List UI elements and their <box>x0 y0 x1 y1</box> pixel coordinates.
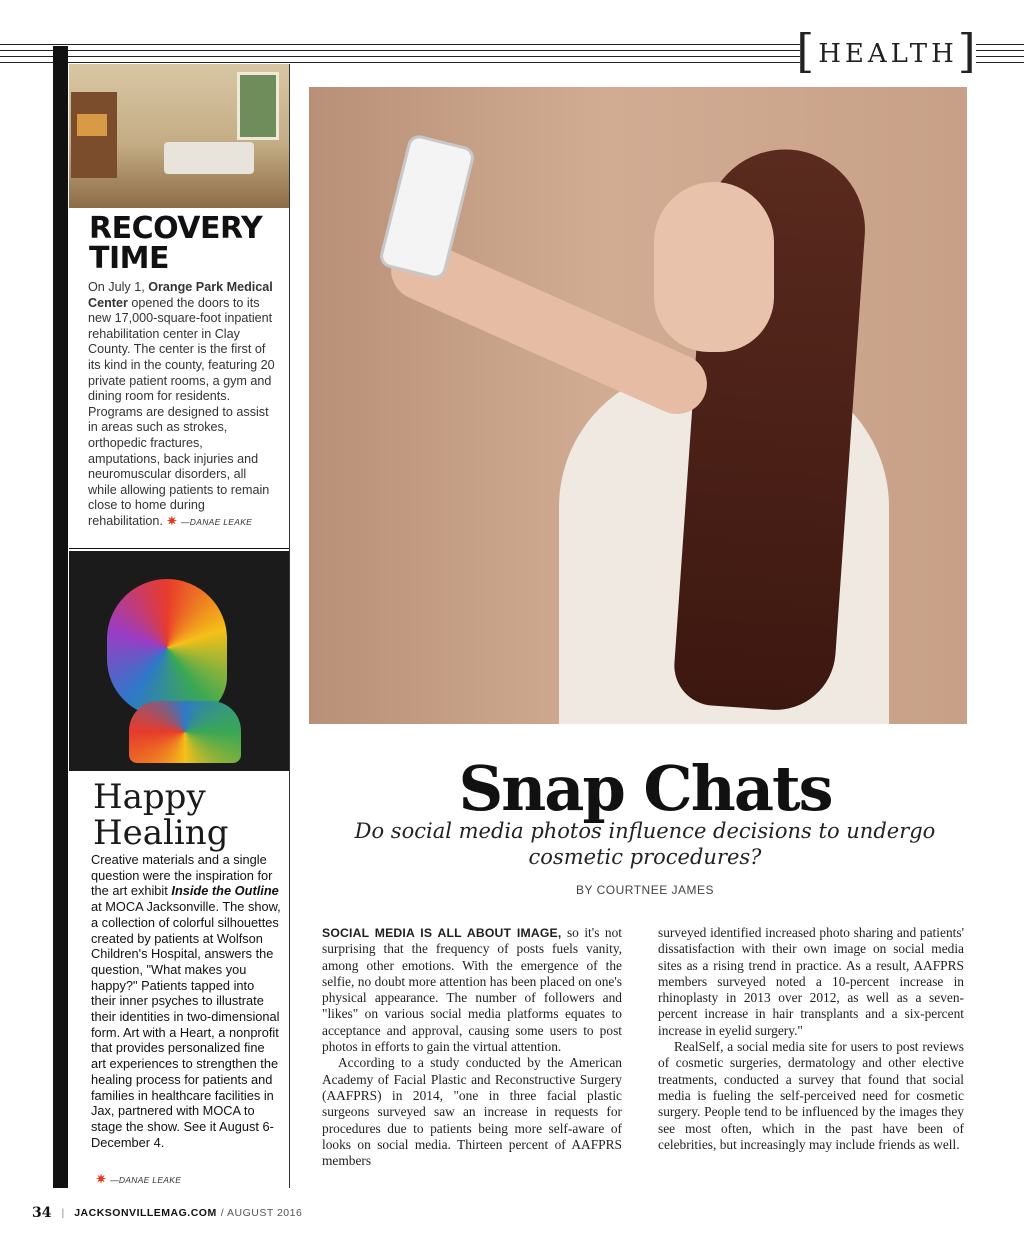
recovery-title: RECOVERY TIME <box>89 211 263 276</box>
recovery-body <box>88 280 278 531</box>
happy-credit-line <box>92 1170 181 1188</box>
happy-intro: Creative materials and a single question were the inspiration for the art exhibit <box>91 852 273 899</box>
art-head <box>107 579 227 717</box>
bracket-left: [ <box>796 24 819 78</box>
recovery-org: Orange Park Medical Center <box>88 280 273 310</box>
star-icon: ✷ <box>96 1172 107 1186</box>
article-column-1 <box>322 925 622 1169</box>
footer-date: / AUGUST 2016 <box>220 1207 303 1219</box>
article-deck: Do social media photos influence decisions to undergo cosmetic procedures? <box>354 819 936 869</box>
photo-window <box>237 72 279 140</box>
happy-text: at MOCA Jacksonville. The show, a collection of colorful silhouettes created by patients at Wolfson Children's Hospital, answers the question, "What makes you happy?" Patients tapped into their inner psyches to illustrate their identities in two-dimensional form. Art with a Heart, a nonprofit that provides personalized fine art experiences to strengthen the healing process for patients and families in healthcare facilities in Jax, partnered with MOCA to stage the show. See it August 6-December 4. <box>91 899 281 1150</box>
exhibit-name: Inside the Outline <box>171 883 279 899</box>
art-shoulders <box>129 701 241 763</box>
page-footer <box>32 1205 302 1221</box>
happy-title <box>93 779 283 851</box>
photo-screen <box>77 114 107 136</box>
article-byline: BY COURTNEE JAMES <box>575 883 715 897</box>
paragraph-4: RealSelf, a social media site for users to post reviews of cosmetic surgeries, dermatology and other elective treatments, conducted a survey that found that social media is fueling the self-perceived need for cosmetic surgery. People tend to be influenced by the images they see most often, which in the past have been of celebrities, but increasingly may include friends as well. <box>658 1039 964 1152</box>
lead-in: SOCIAL MEDIA IS ALL ABOUT IMAGE, <box>322 926 562 940</box>
sidebar-separator <box>69 548 289 549</box>
happy-title-line2: Healing <box>93 813 229 853</box>
photo-bed <box>164 142 254 174</box>
rehab-room-photo <box>69 64 289 208</box>
recovery-text: opened the doors to its new 17,000-square-foot inpatient rehabilitation center in Clay County. The center is the first of its kind in the county, featuring 20 private patient rooms, a gym and dining room for residents. Programs are designed to assist in areas such as strokes, orthopedic fractures, amputations, back injuries and neuromuscular disorders, all while allowing patients to remain close to home during rehabilitation. <box>88 295 275 528</box>
paragraph <box>322 925 622 1055</box>
happy-title-line1: Happy <box>93 777 206 817</box>
recovery-credit: —DANAE LEAKE <box>180 516 253 527</box>
page-number: 34 <box>32 1205 52 1221</box>
sidebar-black-bar <box>53 46 68 1188</box>
section-label: HEALTH <box>818 39 958 69</box>
paragraph-2: According to a study conducted by the American Academy of Facial Plastic and Reconstructive Surgery (AAFPRS) in 2014, "one in three facial plastic surgeons surveyed saw an increase in requests for procedures due to patients being more self-aware of looks on social media. Thirteen percent of AAFPRS members <box>322 1055 622 1169</box>
article-headline: Snap Chats <box>458 752 832 825</box>
happy-credit: —DANAE LEAKE <box>110 1175 182 1185</box>
selfie-hero-photo <box>309 87 967 724</box>
happy-body <box>91 852 281 1150</box>
footer-site: JACKSONVILLEMAG.COM <box>74 1207 217 1219</box>
recovery-intro: On July 1, <box>88 280 145 294</box>
article-column-2 <box>658 925 964 1153</box>
paragraph-1-text: so it's not surprising that the frequency of posts fuels vanity, among other emotions. With the emergence of the selfie, no doubt more attention has been placed on one's physical appearance. The number of followers and "likes" on various social media platforms equates to acceptance and approval, causing some users to post photos in efforts to gain the virtual attention. <box>322 925 622 1055</box>
footer-divider: | <box>61 1207 65 1219</box>
bracket-right: ] <box>957 24 980 78</box>
star-icon: ✷ <box>166 513 177 528</box>
section-tag <box>796 24 980 78</box>
hero-face <box>654 182 774 352</box>
sidebar-divider <box>289 64 290 1188</box>
paragraph-3: surveyed identified increased photo sharing and patients' dissatisfaction with their own image on social media sites as a rising trend in practice. As a result, AAFPRS members surveyed noted a 10-percent increase in rhinoplasty in 2013 over 2012, as well as a seven-percent increase in hair transplants and a six-percent increase in eyelid surgery." <box>658 925 964 1038</box>
silhouette-art-photo <box>69 551 289 771</box>
